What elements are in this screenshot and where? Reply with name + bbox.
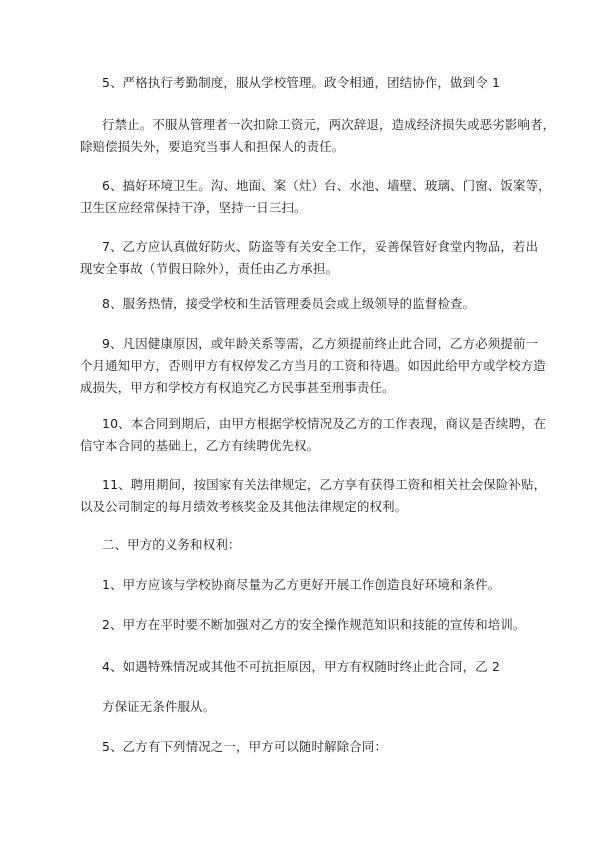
paragraph-10-renewal	[80, 413, 547, 457]
paragraph-8-service	[80, 293, 525, 315]
paragraph-line: 行禁止。不服从管理者一次扣除工资元，两次辞退，造成经济损失或恶劣影响者，	[102, 117, 556, 132]
paragraph-6-hygiene	[80, 175, 551, 219]
paragraph-line: 卫生区应经常保持干净，坚持一日三扫。	[80, 200, 307, 215]
paragraph-7-safety	[80, 236, 539, 280]
paragraph-line: 7、乙方应认真做好防火、防盗等有关安全工作，妥善保管好食堂内物品，若出	[102, 239, 539, 254]
paragraph-line: 5、乙方有下列情况之一，甲方可以随时解除合同：	[102, 739, 388, 754]
paragraph-line: 6、搞好环境卫生。沟、地面、案（灶）台、水池、墙壁、玻璃、门窗、饭案等，	[102, 178, 551, 193]
paragraph-a5-dismissal	[80, 736, 525, 758]
paragraph-line: 以及公司制定的每月绩效考核奖金及其他法律规定的权利。	[80, 499, 408, 514]
paragraph-11-rights	[80, 474, 547, 518]
paragraph-5-attendance	[80, 72, 525, 94]
paragraph-line: 个月通知甲方，否则甲方有权停发乙方当月的工资和待遇。如因此给甲方或学校方造	[80, 358, 546, 373]
paragraph-a4-continued	[80, 696, 525, 718]
paragraph-5-continued	[80, 114, 556, 158]
paragraph-line: 10、本合同到期后，由甲方根据学校情况及乙方的工作表现，商议是否续聘，在	[102, 416, 547, 431]
paragraph-line: 8、服务热情，接受学校和生活管理委员会或上级领导的监督检查。	[102, 296, 476, 311]
paragraph-a4-special	[80, 656, 525, 678]
paragraph-line: 除赔偿损失外，要追究当事人和担保人的责任。	[80, 139, 345, 154]
paragraph-9-termination	[80, 333, 546, 399]
paragraph-line: 4、如遇特殊情况或其他不可抗拒原因，甲方有权随时终止此合同，乙 2	[102, 659, 501, 674]
paragraph-a1-environment	[80, 574, 525, 596]
paragraph-line: 5、严格执行考勤制度，服从学校管理。政令相通，团结协作，做到令 1	[102, 75, 501, 90]
paragraph-line: 现安全事故（节假日除外），责任由乙方承担。	[80, 261, 339, 276]
section-heading: 二、甲方的义务和权利：	[102, 537, 241, 552]
paragraph-line: 11、聘用期间，按国家有关法律规定，乙方享有获得工资和相关社会保险补贴，	[102, 477, 547, 492]
section-heading-party-a	[80, 534, 525, 556]
paragraph-line: 信守本合同的基础上，乙方有续聘优先权。	[80, 438, 320, 453]
paragraph-a2-training	[80, 614, 525, 636]
paragraph-line: 方保证无条件服从。	[102, 699, 216, 714]
paragraph-line: 2、甲方在平时要不断加强对乙方的安全操作规范知识和技能的宣传和培训。	[102, 617, 526, 632]
paragraph-line: 成损失，甲方和学校方有权追究乙方民事甚至刑事责任。	[80, 380, 395, 395]
paragraph-line: 1、甲方应该与学校协商尽量为乙方更好开展工作创造良好环境和条件。	[102, 577, 501, 592]
paragraph-line: 9、凡因健康原因，或年龄关系等需，乙方须提前终止此合同，乙方必须提前一	[102, 336, 539, 351]
